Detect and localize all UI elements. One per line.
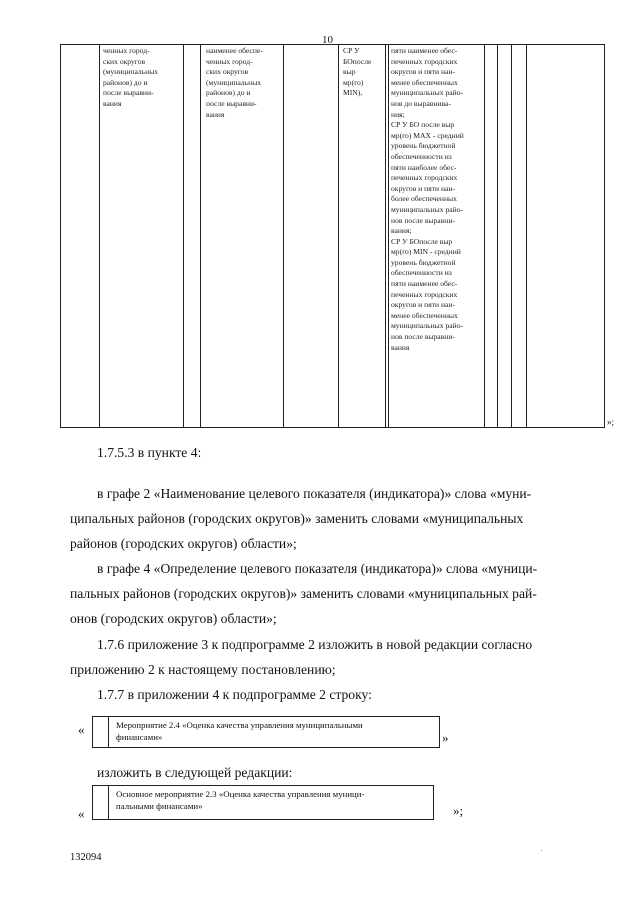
indicator-table-fragment [60, 44, 605, 428]
footer-code: 132094 [70, 852, 102, 863]
paragraph-line: онов (городских округов) области»; [70, 611, 277, 626]
cell-col2: наименее обеспе- ченных город- ских округов (муниципальных районов) до и после выравни- вания [206, 46, 263, 119]
table-top-border [60, 44, 605, 45]
old-row-text: Мероприятие 2.4 «Оценка качества управления муниципальными финансами» [116, 720, 363, 742]
page-number: 10 [322, 34, 333, 46]
paragraph-1-7-5-3: 1.7.5.3 в пункте 4: [97, 445, 202, 460]
col-border [511, 44, 512, 428]
col-border [200, 44, 201, 428]
new-row-open-quote: « [78, 806, 85, 821]
col-border [99, 44, 100, 428]
paragraph-line: пальных районов (городских округов)» заменить словами «муниципальных рай- [70, 586, 537, 601]
paragraph-line: районов (городских округов) области»; [70, 536, 297, 551]
paragraph-line: приложению 2 к настоящему постановлению; [70, 662, 336, 677]
col-border [497, 44, 498, 428]
scan-speck [541, 850, 542, 851]
box-col-border [108, 717, 109, 747]
col-border [283, 44, 284, 428]
table-bottom-border [60, 427, 605, 428]
cell-col5: пяти наименее обес- печенных городских округов и пяти наи- менее обеспеченных муниципальных райо- нов до выравнива- ния; СР У БО после выр мр(го) MAX - средний уровень бюджетной обеспеченности из пяти наиболее обес- печенных городских округов и пяти наи- более обеспеченных муниципальных райо- нов после выравни- вания; СР У БОпосле выр мр(го) MIN - средний уровень бюджетной обеспеченности из пяти наименее обес- печенных городских округов и пяти наи- менее обеспеченных муниципальных райо- нов после выравни- вания [391, 46, 464, 352]
col-border [388, 44, 389, 428]
col-border [338, 44, 339, 428]
new-row-text: Основное мероприятие 2.3 «Оценка качества управления муници- пальными финансами» [116, 789, 365, 811]
col-border [526, 44, 527, 428]
new-row-close-quote: »; [453, 803, 464, 818]
paragraph-line: в графе 2 «Наименование целевого показателя (индикатора)» слова «муни- [97, 486, 532, 501]
box-col-border [108, 786, 109, 819]
paragraph-line: 1.7.6 приложение 3 к подпрограмме 2 изложить в новой редакции согласно [97, 637, 533, 652]
old-row-close-quote: » [442, 730, 449, 745]
new-row-box [92, 785, 434, 820]
cell-col4: СР У БОпосле выр мр(го) MIN), [343, 46, 372, 98]
table-closing-quote: »; [607, 417, 615, 427]
old-row-box [92, 716, 440, 748]
col-border [484, 44, 485, 428]
col-border [385, 44, 386, 428]
paragraph-line: ципальных районов (городских округов)» заменить словами «муниципальных [70, 511, 524, 526]
cell-col1: ченных город- ских округов (муниципальных районов) до и после выравни- вания [103, 46, 159, 108]
paragraph-line: 1.7.7 в приложении 4 к подпрограмме 2 строку: [97, 687, 372, 702]
paragraph-line: в графе 4 «Определение целевого показателя (индикатора)» слова «муници- [97, 561, 538, 576]
old-row-open-quote: « [78, 722, 85, 737]
col-border [60, 44, 61, 428]
col-border [183, 44, 184, 428]
col-border [604, 44, 605, 428]
paragraph-line: изложить в следующей редакции: [97, 765, 293, 780]
